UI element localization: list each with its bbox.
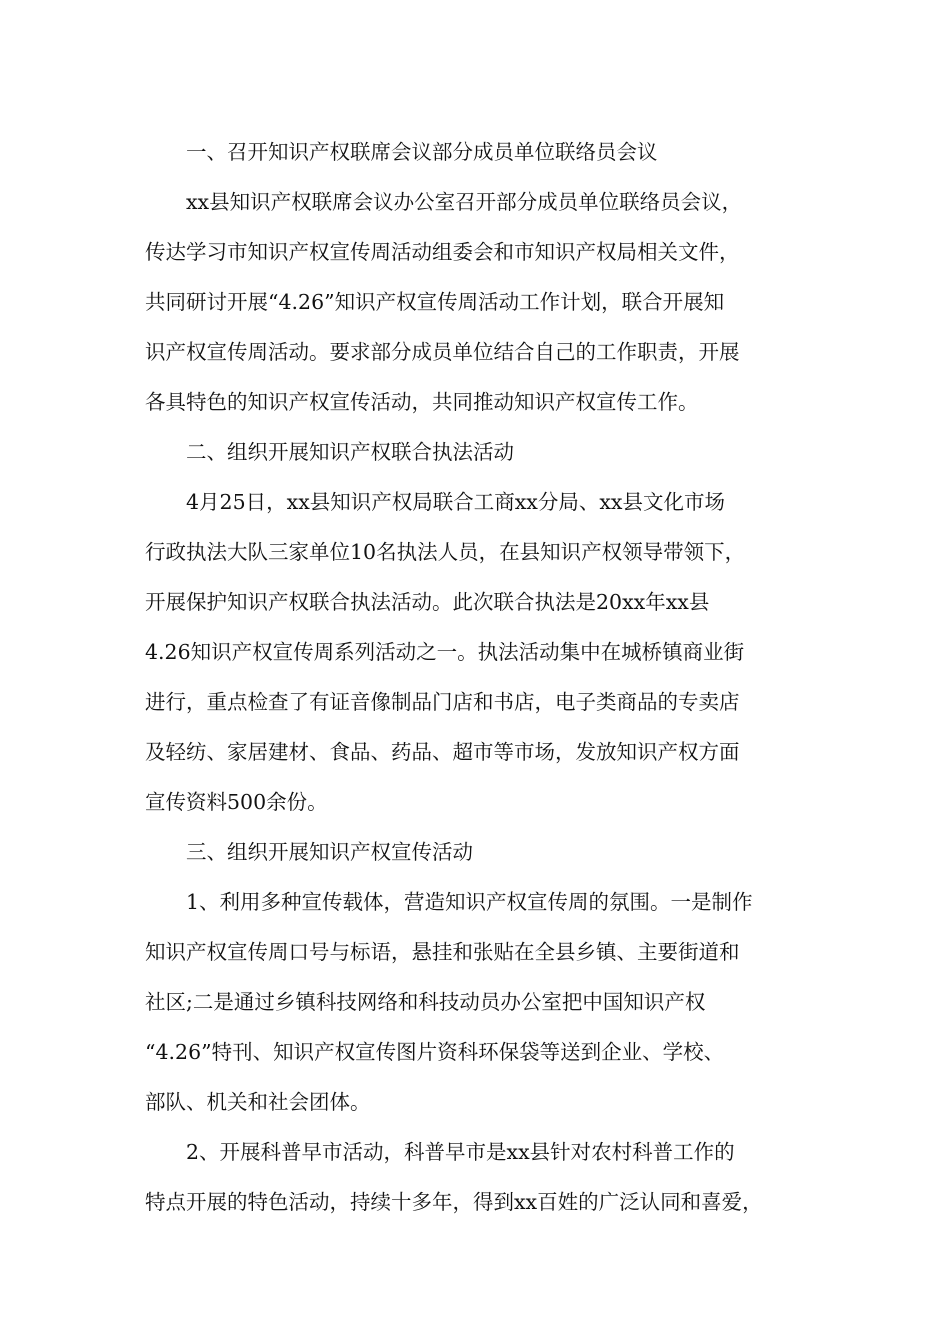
text-line: 三、组织开展知识产权宣传活动 [186, 840, 473, 864]
text-line: 及轻纺、家居建材、食品、药品、超市等市场，发放知识产权方面 [145, 740, 740, 764]
text-line: 进行，重点检查了有证音像制品门店和书店，电子类商品的专卖店 [145, 690, 740, 714]
text-line: 宣传资料500余份。 [145, 790, 328, 814]
document-body [145, 127, 825, 1227]
text-line: 一、召开知识产权联席会议部分成员单位联络员会议 [186, 140, 658, 164]
text-line: 识产权宣传周活动。要求部分成员单位结合自己的工作职责，开展 [145, 340, 740, 364]
heading-2 [145, 427, 825, 477]
text-line: 开展保护知识产权联合执法活动。此次联合执法是20xx年xx县 [145, 590, 710, 614]
text-line: 4.26知识产权宣传周系列活动之一。执法活动集中在城桥镇商业街 [145, 640, 745, 664]
text-line: 特点开展的特色活动，持续十多年，得到xx百姓的广泛认同和喜爱， [145, 1190, 763, 1214]
text-line: 部队、机关和社会团体。 [145, 1090, 371, 1114]
text-line: 4月25日，xx县知识产权局联合工商xx分局、xx县文化市场 [186, 490, 725, 514]
text-line: 社区;二是通过乡镇科技网络和科技动员办公室把中国知识产权 [145, 990, 706, 1014]
text-line: xx县知识产权联席会议办公室召开部分成员单位联络员会议， [186, 190, 743, 214]
heading-1 [145, 127, 825, 177]
paragraph-2 [145, 477, 825, 827]
text-line: 传达学习市知识产权宣传周活动组委会和市知识产权局相关文件， [145, 240, 740, 264]
text-line: 知识产权宣传周口号与标语，悬挂和张贴在全县乡镇、主要街道和 [145, 940, 740, 964]
paragraph-1 [145, 177, 825, 427]
heading-3 [145, 827, 825, 877]
text-line: “4.26”特刊、知识产权宣传图片资科环保袋等送到企业、学校、 [145, 1040, 725, 1064]
text-line: 行政执法大队三家单位10名执法人员，在县知识产权领导带领下， [145, 540, 746, 564]
text-line: 1、利用多种宣传载体，营造知识产权宣传周的氛围。一是制作 [186, 890, 753, 914]
text-line: 各具特色的知识产权宣传活动，共同推动知识产权宣传工作。 [145, 390, 699, 414]
paragraph-4 [145, 1127, 825, 1227]
text-line: 二、组织开展知识产权联合执法活动 [186, 440, 514, 464]
text-line: 共同研讨开展“4.26”知识产权宣传周活动工作计划，联合开展知 [145, 290, 725, 314]
text-line: 2、开展科普早市活动，科普早市是xx县针对农村科普工作的 [186, 1140, 735, 1164]
paragraph-3 [145, 877, 825, 1127]
